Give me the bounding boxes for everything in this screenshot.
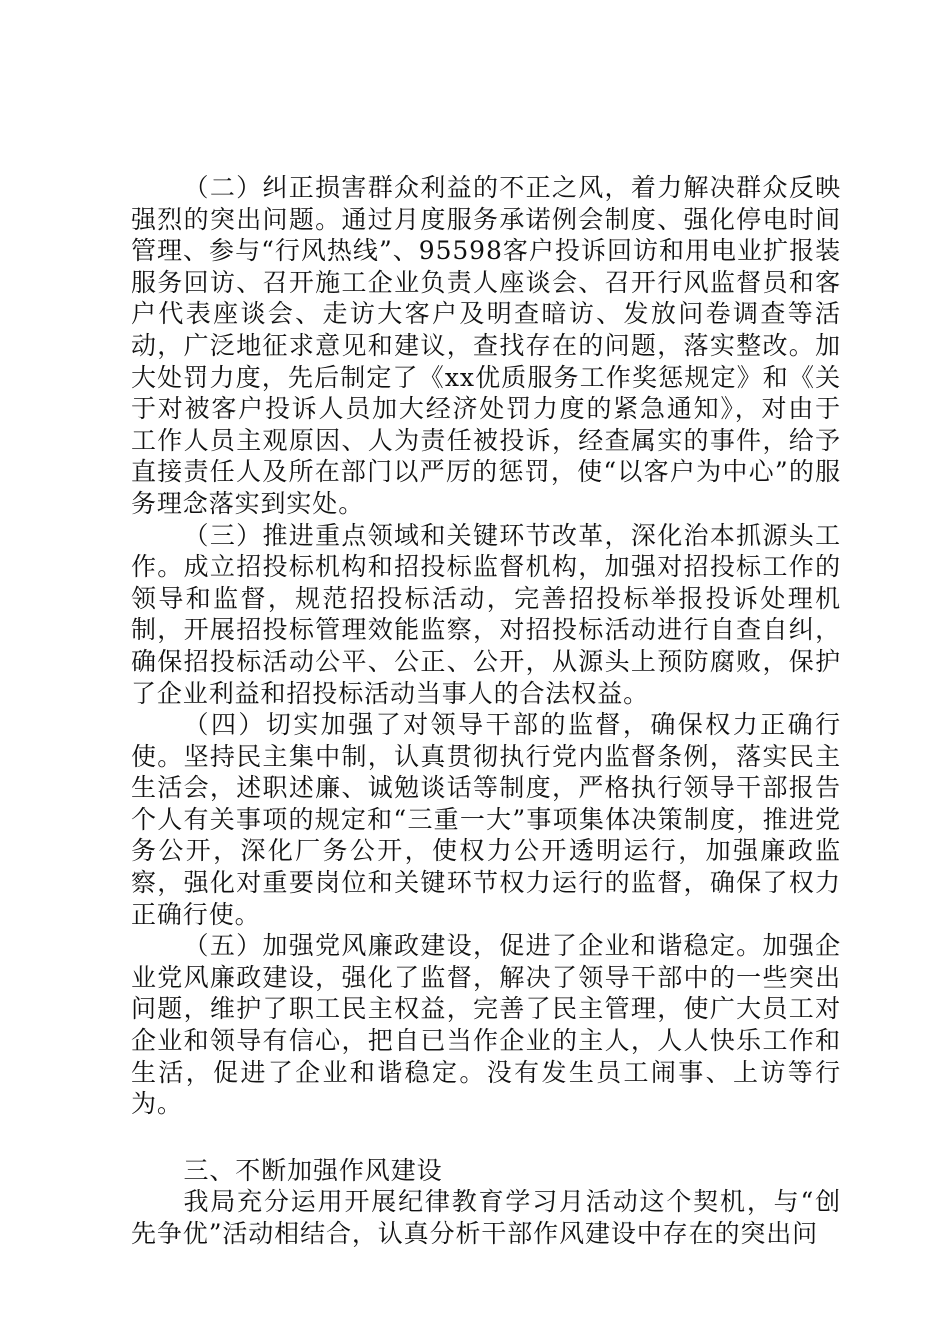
section-spacer — [131, 1120, 841, 1155]
paragraph-4: （四）切实加强了对领导干部的监督，确保权力正确行使。坚持民主集中制，认真贯彻执行党内监督条例，落实民主生活会，述职述廉、诚勉谈话等制度，严格执行领导干部报告个人有关事项的规定和“三重一大”事项集体决策制度，推进党务公开，深化厂务公开，使权力公开透明运行，加强廉政监察，强化对重要岗位和关键环节权力运行的监督，确保了权力正确行使。 — [131, 710, 841, 929]
paragraph-3: （三）推进重点领域和关键环节改革，深化治本抓源头工作。成立招投标机构和招投标监督机构，加强对招投标工作的领导和监督，规范招投标活动，完善招投标举报投诉处理机制，开展招投标管理效能监察，对招投标活动进行自查自纠，确保招投标活动公平、公正、公开，从源头上预防腐败，保护了企业利益和招投标活动当事人的合法权益。 — [131, 520, 841, 708]
paragraph-2: （二）纠正损害群众利益的不正之风，着力解决群众反映强烈的突出问题。通过月度服务承诺例会制度、强化停电时间管理、参与“行风热线”、95598客户投诉回访和用电业扩报装服务回访、召开施工企业负责人座谈会、召开行风监督员和客户代表座谈会、走访大客户及明查暗访、发放问卷调查等活动，广泛地征求意见和建议，查找存在的问题，落实整改。加大处罚力度，先后制定了《xx优质服务工作奖惩规定》和《关于对被客户投诉人员加大经济处罚力度的紧急通知》，对由于工作人员主观原因、人为责任被投诉，经查属实的事件，给予直接责任人及所在部门以严厉的惩罚，使“以客户为中心”的服务理念落实到实处。 — [131, 173, 841, 518]
section-paragraph: 我局充分运用开展纪律教育学习月活动这个契机，与“创先争优”活动相结合，认真分析干部作风建设中存在的突出问 — [131, 1187, 841, 1248]
section-heading: 三、不断加强作风建设 — [183, 1155, 443, 1185]
document-body — [131, 172, 841, 1250]
paragraph-5: （五）加强党风廉政建设，促进了企业和谐稳定。加强企业党风廉政建设，强化了监督，解决了领导干部中的一些突出问题，维护了职工民主权益，完善了民主管理，使广大员工对企业和领导有信心，把自已当作企业的主人，人人快乐工作和生活，促进了企业和谐稳定。没有发生员工闹事、上访等行为。 — [131, 931, 841, 1119]
